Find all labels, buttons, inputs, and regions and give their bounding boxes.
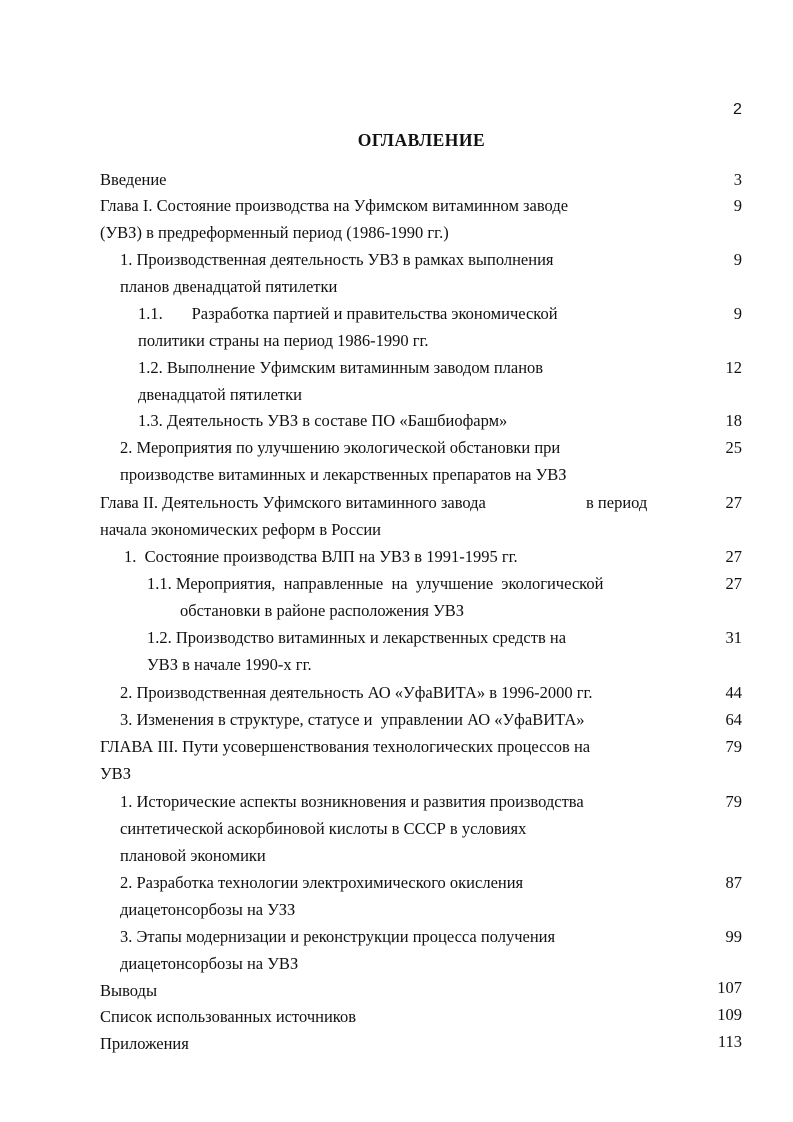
toc-page-number: 27 xyxy=(725,547,742,566)
toc-entry-text: начала экономических реформ в России xyxy=(100,520,381,539)
toc-entry-text: (УВЗ) в предреформенный период (1986-1990 гг.) xyxy=(100,223,449,242)
toc-page-number: 27 xyxy=(725,574,742,593)
toc-entry-text: 1. Состояние производства ВЛП на УВЗ в 1991-1995 гг. xyxy=(124,547,518,566)
toc-page-number: 107 xyxy=(717,978,742,997)
toc-page-number: 87 xyxy=(725,873,742,892)
toc-entry-text: ГЛАВА III. Пути усовершенствования технологических процессов на xyxy=(100,737,591,756)
toc-page-number: 27 xyxy=(725,493,742,512)
toc-entry-text: в период xyxy=(586,493,648,512)
toc-entry-text: 3. Этапы модернизации и реконструкции процесса получения xyxy=(120,927,556,946)
toc-entry-text: 2. Производственная деятельность АО «УфаВИТА» в 1996-2000 гг. xyxy=(120,683,593,702)
toc-entry-text: обстановки в районе расположения УВЗ xyxy=(180,601,465,620)
toc-page-number: 9 xyxy=(733,250,742,269)
toc-entry-text: производстве витаминных и лекарственных препаратов на УВЗ xyxy=(120,465,567,484)
toc-entry-text: синтетической аскорбиновой кислоты в СССР в условиях xyxy=(120,819,527,838)
toc-page-number: 79 xyxy=(725,737,742,756)
toc-entry-text: 1. Производственная деятельность УВЗ в рамках выполнения xyxy=(120,250,554,269)
toc-page-number: 25 xyxy=(725,438,742,457)
toc-page-number: 64 xyxy=(725,710,742,729)
toc-page-number: 109 xyxy=(717,1005,742,1024)
toc-page-number: 99 xyxy=(725,927,742,946)
toc-entry-text: 1.3. Деятельность УВЗ в составе ПО «Башбиофарм» xyxy=(138,411,508,430)
toc-entry-text: Введение xyxy=(100,170,167,189)
toc-entry-text: политики страны на период 1986-1990 гг. xyxy=(138,331,429,350)
toc-entry-text: 1.2. Производство витаминных и лекарственных средств на xyxy=(147,628,567,647)
toc-entry-text: Выводы xyxy=(100,981,158,1000)
toc-entry-text: планов двенадцатой пятилетки xyxy=(120,277,338,296)
toc-page-number: 9 xyxy=(733,304,742,323)
toc-page-number: 113 xyxy=(717,1032,742,1051)
toc-entry-text: плановой экономики xyxy=(120,846,266,865)
page-title: ОГЛАВЛЕНИЕ xyxy=(357,130,486,150)
toc-entry-text: 1. Исторические аспекты возникновения и развития производства xyxy=(120,792,584,811)
toc-page-number: 18 xyxy=(725,411,742,430)
toc-entry-text: 2. Мероприятия по улучшению экологической обстановки при xyxy=(120,438,561,457)
toc-entry-text: Глава I. Состояние производства на Уфимском витаминном заводе xyxy=(100,196,569,215)
toc-entry-text: УВЗ xyxy=(100,764,131,783)
toc-entry-text: Приложения xyxy=(100,1034,189,1053)
toc-entry-text: 1.1. Разработка партией и правительства экономической xyxy=(138,304,558,323)
toc-page-number: 79 xyxy=(725,792,742,811)
toc-entry-text: двенадцатой пятилетки xyxy=(138,385,302,404)
toc-entry-text: 1.2. Выполнение Уфимским витаминным заводом планов xyxy=(138,358,544,377)
toc-page-number: 12 xyxy=(725,358,742,377)
page-number: 2 xyxy=(733,101,742,118)
toc-entry-text: 3. Изменения в структуре, статусе и управлении АО «УфаВИТА» xyxy=(120,710,585,729)
toc-entry-text: Список использованных источников xyxy=(100,1007,356,1026)
toc-entry-text: диацетонсорбозы на УЗЗ xyxy=(120,900,296,919)
toc-page-number: 9 xyxy=(733,196,742,215)
toc-entry-text: диацетонсорбозы на УВЗ xyxy=(120,954,299,973)
toc-page-number: 44 xyxy=(725,683,742,702)
toc-entry-text: 2. Разработка технологии электрохимического окисления xyxy=(120,873,524,892)
toc-entry-text: УВЗ в начале 1990-х гг. xyxy=(147,655,312,674)
toc-entry-text: 1.1. Мероприятия, направленные на улучшение экологической xyxy=(147,574,604,593)
toc-page-number: 3 xyxy=(733,170,742,189)
toc-page-number: 31 xyxy=(725,628,742,647)
toc-entry-text: Глава II. Деятельность Уфимского витаминного завода xyxy=(100,493,486,512)
